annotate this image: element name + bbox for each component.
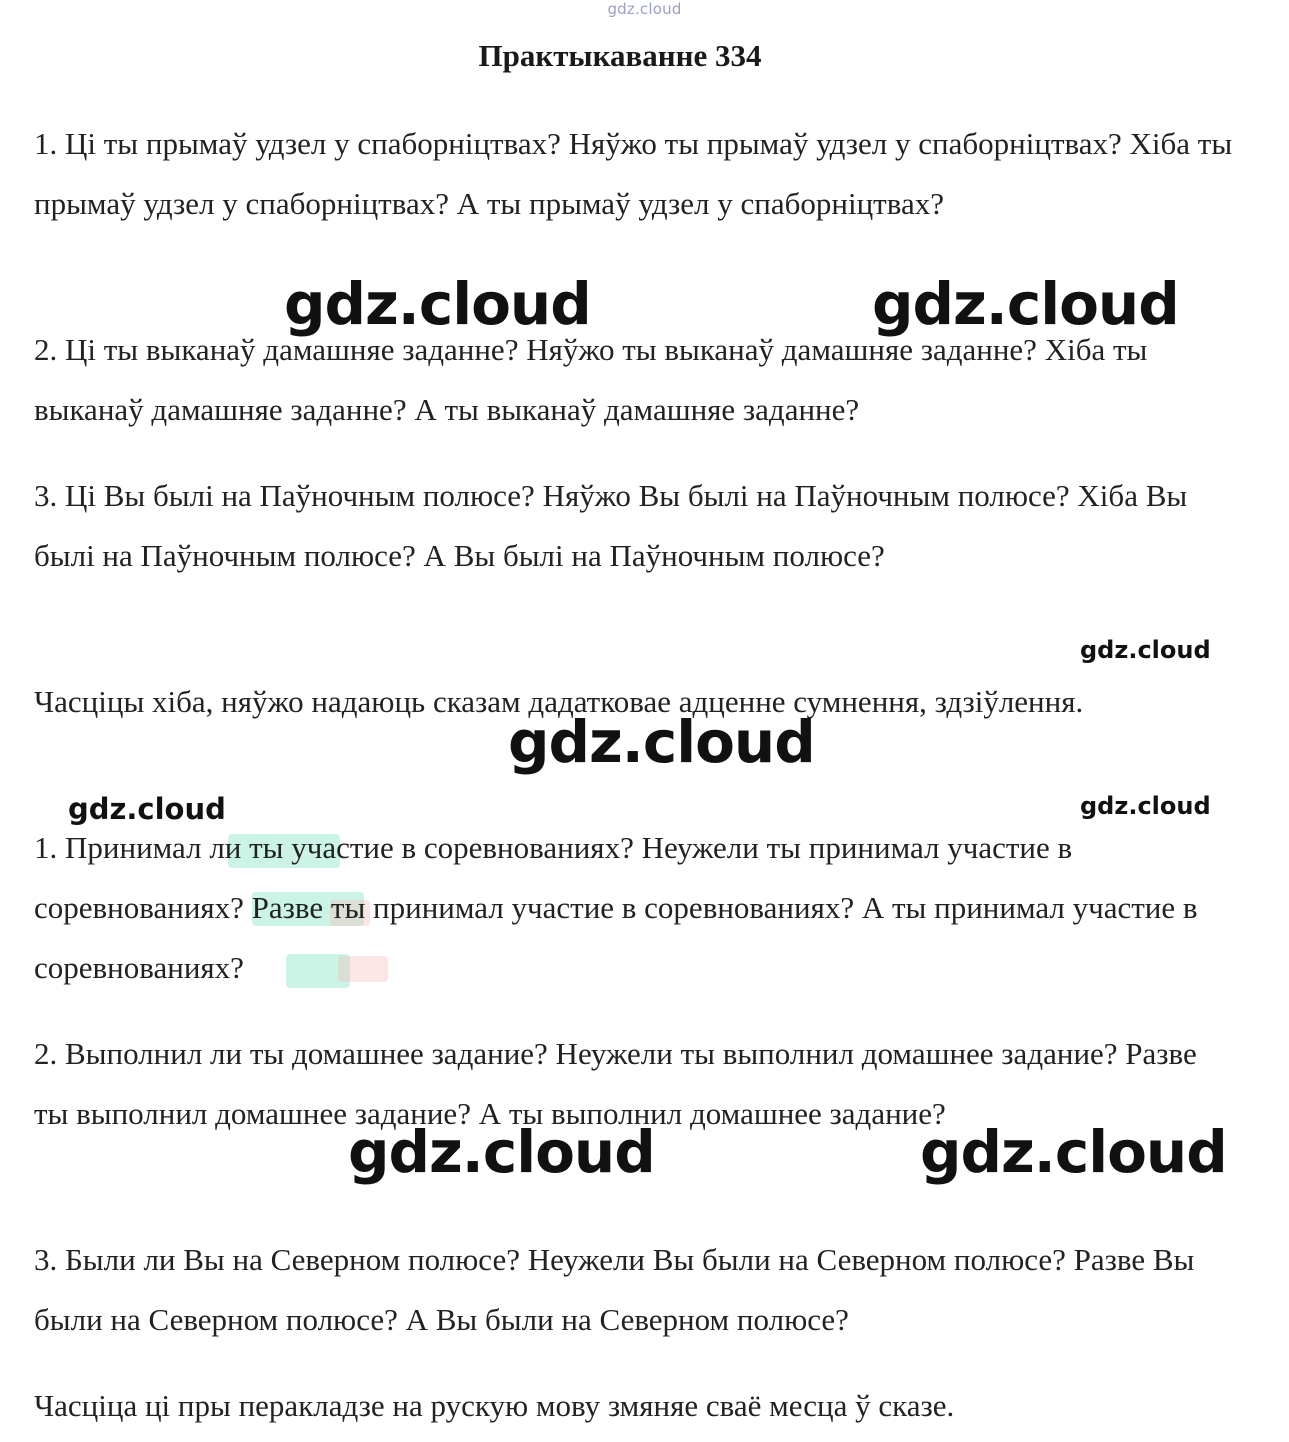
watermark-logo: gdz.cloud	[1080, 792, 1211, 820]
watermark-logo: gdz.cloud	[68, 792, 226, 826]
watermark-logo: gdz.cloud	[508, 708, 815, 776]
russian-item-3: 3. Были ли Вы на Северном полюсе? Неужели Вы были на Северном полюсе? Разве Вы были на Северном полюсе? А Вы были на Северном полюсе?	[34, 1242, 1195, 1337]
watermark-logo: gdz.cloud	[1080, 636, 1211, 664]
belarusian-note: Часціцы хіба, няўжо надаюць сказам дадатковае адценне сумнення, здзіўлення.	[34, 684, 1084, 719]
page-title: Практыкаванне 334	[478, 38, 762, 73]
watermark-logo: gdz.cloud	[872, 270, 1179, 338]
russian-item-2: 2. Выполнил ли ты домашнее задание? Неужели ты выполнил домашнее задание? Разве ты выполнил домашнее задание? А ты выполнил домашнее задание?	[34, 1036, 1197, 1131]
belarusian-item-1: 1. Ці ты прымаў удзел у спаборніцтвах? Няўжо ты прымаў удзел у спаборніцтвах? Хіба ты прымаў удзел у спаборніцтвах? А ты прымаў удзел у спаборніцтвах?	[34, 126, 1233, 221]
belarusian-item-2: 2. Ці ты выканаў дамашняе заданне? Няўжо ты выканаў дамашняе заданне? Хіба ты выканаў дамашняе заданне? А ты выканаў дамашняе заданне?	[34, 332, 1148, 427]
belarusian-item-3: 3. Ці Вы былі на Паўночным полюсе? Няўжо Вы былі на Паўночным полюсе? Хіба Вы былі на Паўночным полюсе? А Вы былі на Паўночным полюсе?	[34, 478, 1188, 573]
watermark-logo: gdz.cloud	[920, 1118, 1227, 1186]
watermark-logo: gdz.cloud	[348, 1118, 655, 1186]
russian-note: Часціца ці пры перакладзе на рускую мову змяняе сваё месца ў сказе.	[34, 1388, 955, 1423]
site-watermark-top: gdz.cloud	[607, 0, 682, 18]
russian-item-1: 1. Принимал ли ты участие в соревнованиях? Неужели ты принимал участие в соревнованиях? Разве ты принимал участие в соревнованиях? А ты принимал участие в соревнованиях?	[34, 830, 1198, 985]
watermark-logo: gdz.cloud	[284, 270, 591, 338]
